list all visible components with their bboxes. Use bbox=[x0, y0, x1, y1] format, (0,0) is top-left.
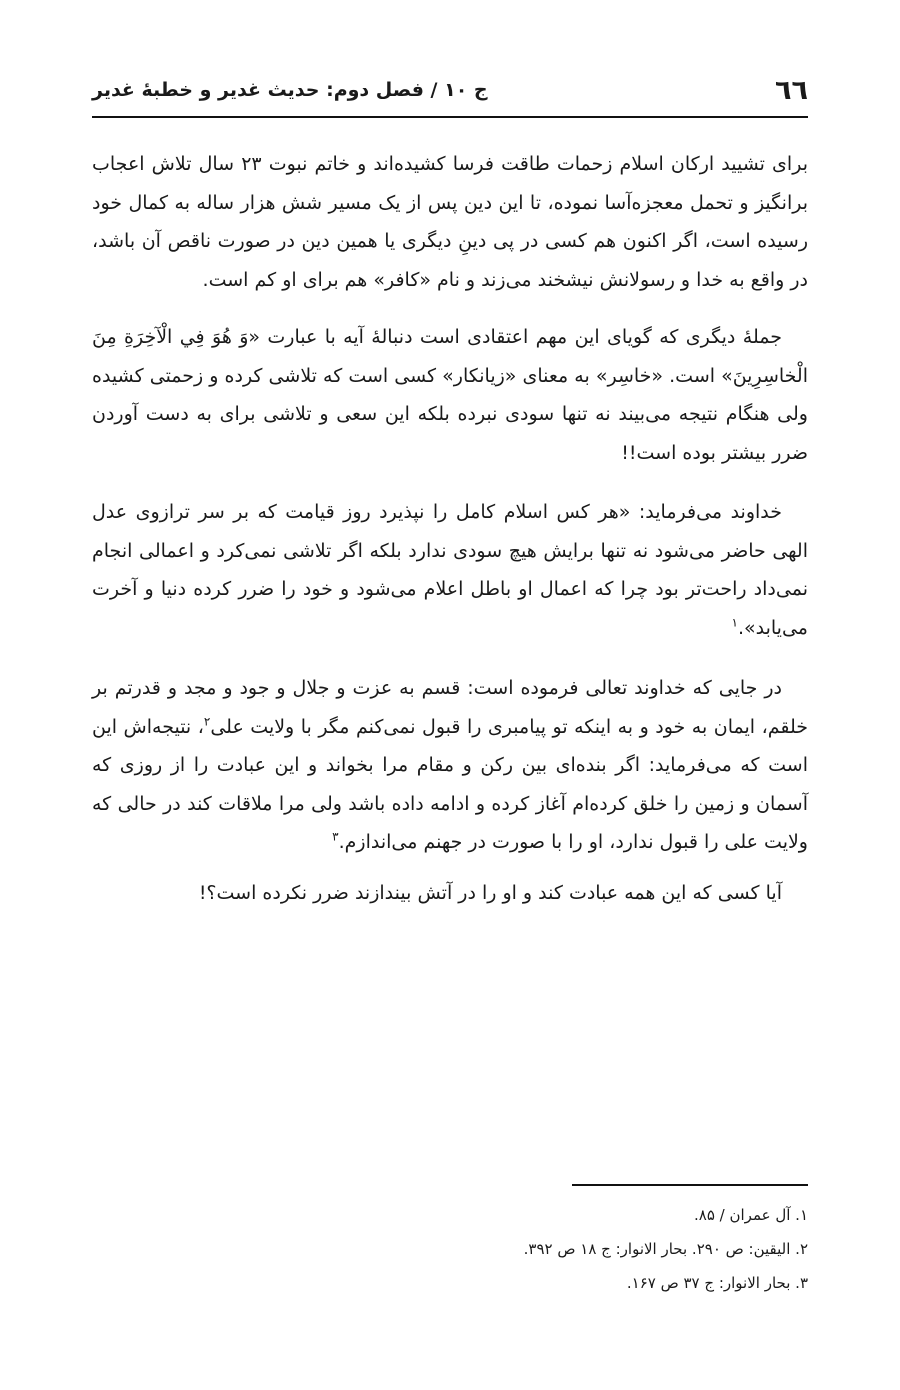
page-header bbox=[92, 68, 808, 112]
footnote-ref-3[interactable]: ۳ bbox=[332, 829, 339, 844]
paragraph-4-text-a: در جایی که خداوند تعالی فرموده است: قسم به عزت و جلال و جود و مجد و قدرتم بر خلقم، ایمان به خود و به اینکه تو پیامبری را قبول نمی‌کنم مگر با ولایت علی bbox=[92, 677, 808, 738]
paragraph-2: جملهٔ دیگری که گویای این مهم اعتقادی است دنبالهٔ آیه با عبارت «وَ هُوَ فِي الْآخِرَةِ مِنَ الْخاسِرِينَ» است. «خاسِر» به معنای «زیانکار» کسی است که تلاشی کرده و زحمتی کشیده ولی هنگام نتیجه می‌بیند نه تنها سودی نبرده بلکه این سعی و تلاشی برای به دست آوردن ضرر بیشتر بوده است!! bbox=[92, 326, 808, 464]
footnote-ref-2[interactable]: ۲ bbox=[203, 714, 211, 729]
footnote-3: ۳. بحار الانوار: ج ۳۷ ص ۱۶۷. bbox=[626, 1274, 808, 1292]
running-title: ج ۱۰ / فصل دوم: حدیث غدیر و خطبهٔ غدیر bbox=[92, 79, 488, 101]
paragraph-3 bbox=[92, 493, 808, 647]
paragraph-4 bbox=[92, 669, 808, 862]
page-number: ٦٦ bbox=[775, 74, 808, 106]
footnote-2: ۲. الیقین: ص ۲۹۰. بحار الانوار: ج ۱۸ ص ۳۹۲. bbox=[523, 1240, 808, 1258]
paragraph-5: آیا کسی که این همه عبادت کند و او را در آتش بیندازند ضرر نکرده است؟! bbox=[198, 881, 782, 904]
footnotes bbox=[92, 1198, 808, 1300]
footnote-1: ۱. آل عمران / ۸۵. bbox=[693, 1206, 808, 1224]
footnote-ref-1[interactable]: ۱ bbox=[731, 615, 738, 630]
header-rule bbox=[92, 116, 808, 118]
body-text bbox=[92, 145, 808, 912]
paragraph-4-text-b: ، نتیجه‌اش این است که می‌فرماید: اگر بنده‌ای بین رکن و مقام مرا بخواند و این عبادت را از روزی که آسمان و زمین را خلق کرده‌ام آغاز کرده و ادامه داده باشد ولی مرا ملاقات کند در حالی که ولایت علی را قبول ندارد، او را با صورت در جهنم می‌اندازم. bbox=[92, 715, 808, 853]
paragraph-1: برای تشیید ارکان اسلام زحمات طاقت فرسا کشیده‌اند و خاتم نبوت ۲۳ سال تلاش اعجاب برانگیز و تحمل معجزه‌آسا نموده، تا این دین پس از یک مسیر شش هزار ساله به کمال خود رسیده است، اگر اکنون هم کسی در پی دینِ دیگری یا همین دین در صورت ناقص آن باشد، در واقع به خدا و رسولانش نیشخند می‌زند و نام «کافر» هم برای او کم است. bbox=[92, 153, 808, 291]
paragraph-3-text: خداوند می‌فرماید: «هر کس اسلام کامل را نپذیرد روز قیامت که بر سر ترازوی عدل الهی حاضر می‌شود نه تنها برایش هیچ سودی ندارد بلکه اگر تلاشی نمی‌کرد و اعمالی انجام نمی‌داد راحت‌تر بود چرا که اعمال او باطل اعلام می‌شود و خود را ضرر کرده دنیا و آخرت می‌یابد». bbox=[92, 501, 808, 639]
footnote-rule bbox=[572, 1184, 808, 1186]
